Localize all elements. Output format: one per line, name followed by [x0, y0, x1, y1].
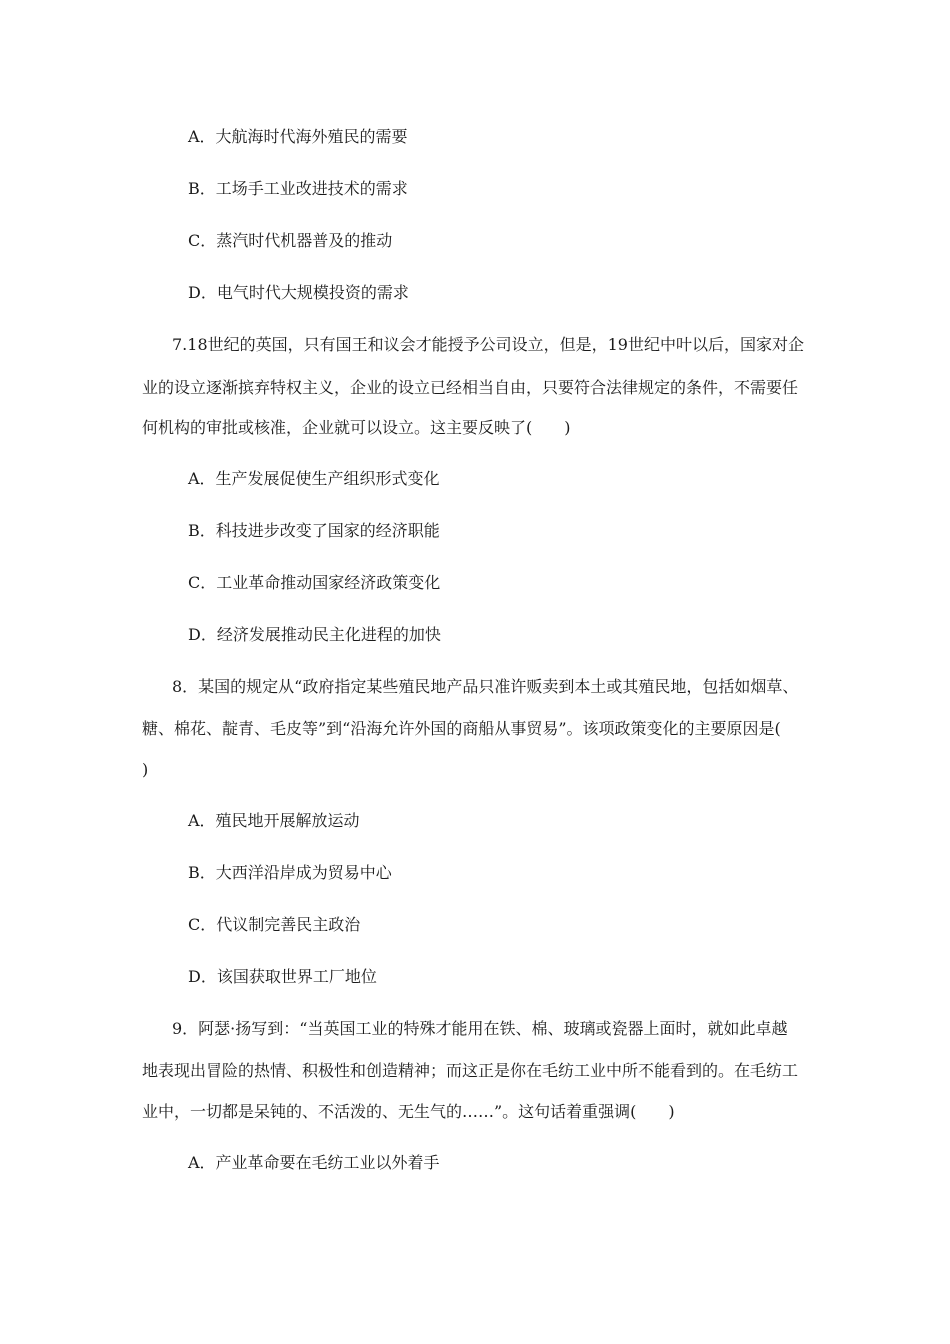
- q7-stem-line-3: 何机构的审批或核准，企业就可以设立。这主要反映了( ): [142, 418, 571, 437]
- q9-stem-line-3: 业中，一切都是呆钝的、不活泼的、无生气的……”。这句话着重强调( ): [142, 1102, 675, 1121]
- q6-option-c: C．蒸汽时代机器普及的推动: [188, 231, 393, 250]
- q8-stem-line-2: 糖、棉花、靛青、毛皮等”到“沿海允许外国的商船从事贸易”。该项政策变化的主要原因是(: [142, 719, 781, 738]
- q7-stem-line-2: 业的设立逐渐摈弃特权主义，企业的设立已经相当自由，只要符合法律规定的条件，不需要任: [142, 378, 799, 397]
- q6-option-a: A．大航海时代海外殖民的需要: [188, 127, 408, 146]
- q7-option-a: A．生产发展促使生产组织形式变化: [188, 469, 440, 488]
- q8-stem-line-1: 8．某国的规定从“政府指定某些殖民地产品只准许贩卖到本土或其殖民地，包括如烟草、: [172, 677, 799, 696]
- q6-option-b: B．工场手工业改进技术的需求: [188, 179, 408, 198]
- q9-option-a: A．产业革命要在毛纺工业以外着手: [188, 1153, 440, 1172]
- q8-option-b: B．大西洋沿岸成为贸易中心: [188, 863, 392, 882]
- q9-stem-line-2: 地表现出冒险的热情、积极性和创造精神；而这正是你在毛纺工业中所不能看到的。在毛纺工: [142, 1061, 799, 1080]
- q7-option-b: B．科技进步改变了国家的经济职能: [188, 521, 440, 540]
- q6-option-d: D．电气时代大规模投资的需求: [188, 283, 409, 302]
- q9-stem-line-1: 9．阿瑟·扬写到：“当英国工业的特殊才能用在铁、棉、玻璃或瓷器上面时，就如此卓越: [172, 1019, 788, 1038]
- q7-option-d: D．经济发展推动民主化进程的加快: [188, 625, 441, 644]
- q8-option-c: C．代议制完善民主政治: [188, 915, 361, 934]
- q7-stem-line-1: 7.18世纪的英国，只有国王和议会才能授予公司设立，但是，19世纪中叶以后，国家对企: [172, 335, 804, 354]
- q8-option-a: A．殖民地开展解放运动: [188, 811, 360, 830]
- q7-option-c: C．工业革命推动国家经济政策变化: [188, 573, 441, 592]
- q8-option-d: D．该国获取世界工厂地位: [188, 967, 377, 986]
- q8-stem-line-3: ): [142, 760, 149, 779]
